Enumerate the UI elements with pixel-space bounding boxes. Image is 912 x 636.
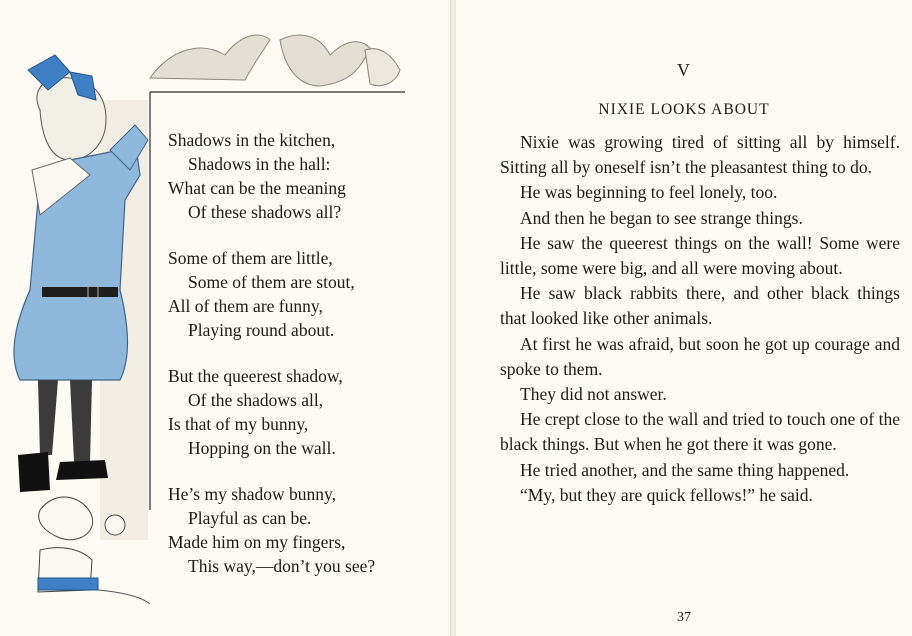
shadow-rabbits-decoration (150, 35, 400, 86)
poem-line: Of these shadows all? (188, 202, 342, 222)
poem-line: Shadows in the kitchen, (168, 130, 336, 150)
paragraph: He saw black rabbits there, and other black things that looked like other animals. (500, 283, 900, 329)
poem-line: All of them are funny, (168, 296, 323, 316)
poem-stanza (168, 128, 443, 224)
poem-line: Made him on my fingers, (168, 532, 346, 552)
poem-line: Some of them are stout, (188, 272, 355, 292)
poem-line: Hopping on the wall. (188, 438, 336, 458)
chapter-title: NIXIE LOOKS ABOUT (598, 101, 770, 118)
chapter-number: V (677, 60, 691, 80)
poem-stanza (168, 364, 443, 460)
poem-line: But the queerest shadow, (168, 366, 343, 386)
poem-line: Playing round about. (188, 320, 335, 340)
paragraph: Nixie was growing tired of sitting all by himself. Sitting all by oneself isn’t the pleasantest thing to do. (500, 132, 900, 178)
poem-line: He’s my shadow bunny, (168, 484, 337, 504)
poem-line: Of the shadows all, (188, 390, 324, 410)
poem-stanza (168, 246, 443, 342)
chapter-text (500, 130, 900, 508)
right-page (456, 0, 912, 636)
paragraph: He was beginning to feel lonely, too. (520, 182, 778, 203)
poem-line: What can be the meaning (168, 178, 346, 198)
poem-line: Playful as can be. (188, 508, 312, 528)
left-page (0, 0, 450, 636)
poem-stanza (168, 482, 443, 578)
poem-line: Is that of my bunny, (168, 414, 309, 434)
paragraph: At first he was afraid, but soon he got up courage and spoke to them. (500, 333, 900, 379)
paragraph: He crept close to the wall and tried to touch one of the black things. But when he got there it was gone. (500, 409, 901, 455)
paragraph: They did not answer. (520, 384, 667, 405)
toy-cart-drawing (38, 548, 150, 604)
paragraph: “My, but they are quick fellows!” he said. (520, 484, 813, 505)
paragraph: He saw the queerest things on the wall! Some were little, some were big, and all were moving about. (500, 232, 900, 279)
poem-line: This way,—don’t you see? (188, 556, 376, 576)
paragraph: He tried another, and the same thing happened. (520, 459, 850, 480)
paragraph: And then he began to see strange things. (520, 207, 803, 228)
poem (168, 128, 443, 600)
poem-line: Some of them are little, (168, 248, 333, 268)
poem-line: Shadows in the hall: (188, 154, 331, 174)
page-number: 37 (677, 610, 691, 625)
